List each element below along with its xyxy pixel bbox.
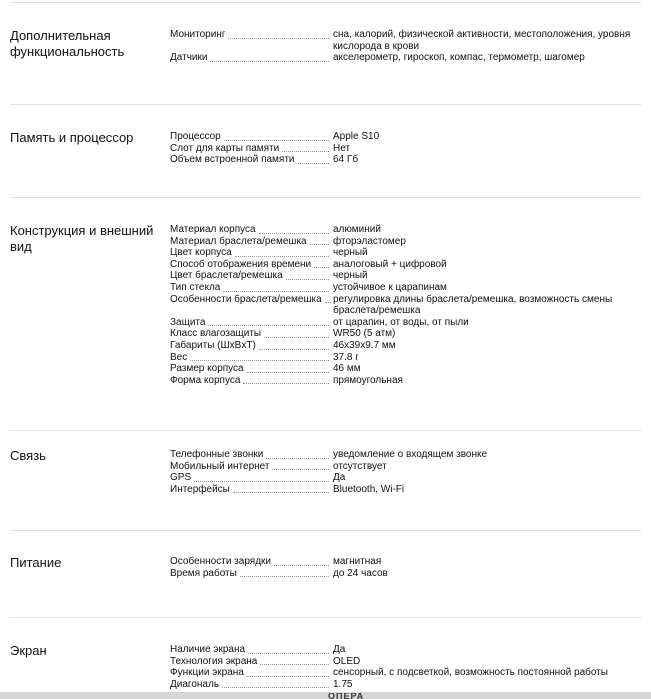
property-value: OLED xyxy=(333,655,361,667)
property-row xyxy=(170,317,642,329)
property-row xyxy=(170,328,642,340)
dot-leader xyxy=(259,233,329,234)
property-name: Интерфейсы xyxy=(170,483,230,495)
property-value: 46x39x9.7 мм xyxy=(333,339,396,351)
property-name: Телефонные звонки xyxy=(170,449,264,460)
property-value: отсутствует xyxy=(333,460,387,472)
property-row xyxy=(170,340,642,352)
dot-leader xyxy=(190,360,329,361)
dot-leader xyxy=(260,664,329,665)
property-value: аналоговый + цифровой xyxy=(333,258,447,270)
property-name: Объем встроенной памяти xyxy=(170,154,295,166)
property-name: Материал браслета/ремешка xyxy=(170,235,307,247)
property-value: прямоугольная xyxy=(333,374,403,386)
property-value: черный xyxy=(333,270,368,282)
property-name: Мобильный интернет xyxy=(170,460,270,472)
property-value: Apple S10 xyxy=(333,131,380,142)
property-name: Особенности браслета/ремешка xyxy=(170,293,322,305)
dot-leader xyxy=(240,576,329,577)
dot-leader xyxy=(298,163,329,164)
property-name: Форма корпуса xyxy=(170,374,241,386)
property-name: Особенности зарядки xyxy=(170,556,271,567)
property-list xyxy=(170,131,642,166)
dot-leader xyxy=(286,279,329,280)
dot-leader xyxy=(228,38,329,39)
property-value: сенсорный, с подсветкой, возможность постоянной работы xyxy=(333,667,608,679)
property-row xyxy=(170,449,642,461)
property-row xyxy=(170,556,642,568)
property-name: Слот для карты памяти xyxy=(170,142,280,154)
section-construction xyxy=(0,197,651,431)
property-list xyxy=(170,224,642,386)
dot-leader xyxy=(259,349,329,350)
property-row xyxy=(170,375,642,387)
section-title: Конструкция и внешний вид xyxy=(10,223,154,254)
property-row xyxy=(170,224,642,236)
property-name: Размер корпуса xyxy=(170,363,244,375)
property-value: регулировка длины браслета/ремешка, возможность смены браслета/ремешка xyxy=(333,293,613,317)
property-value: фторэластомер xyxy=(333,235,406,247)
property-name: Вес xyxy=(170,351,188,363)
property-row xyxy=(170,143,642,155)
section-title: Память и процессор xyxy=(10,130,134,145)
dot-leader xyxy=(248,653,329,654)
property-name: Цвет корпуса xyxy=(170,247,232,259)
property-row xyxy=(170,568,642,580)
property-row xyxy=(170,259,642,271)
dot-leader xyxy=(264,337,329,338)
property-name: Время работы xyxy=(170,567,237,579)
dot-leader xyxy=(222,687,329,688)
dot-leader xyxy=(223,291,329,292)
property-name: Диагональ xyxy=(170,678,220,690)
property-value: черный xyxy=(333,247,368,259)
property-row xyxy=(170,679,642,691)
property-name: Тип стекла xyxy=(170,281,221,293)
property-row xyxy=(170,461,642,473)
section-power xyxy=(0,529,651,618)
property-row xyxy=(170,247,642,259)
property-row xyxy=(170,352,642,364)
property-value: акселерометр, гироскоп, компас, термометр, шагомер xyxy=(333,52,585,64)
property-name: Материал корпуса xyxy=(170,224,256,235)
property-row xyxy=(170,294,642,317)
property-name: Функции экрана xyxy=(170,667,244,679)
dot-leader xyxy=(282,151,329,152)
dot-leader xyxy=(208,325,329,326)
property-row xyxy=(170,656,642,668)
property-value: Нет xyxy=(333,142,351,154)
property-row xyxy=(170,236,642,248)
property-value: Да xyxy=(333,472,346,484)
bottom-cut-label: ОПЕРА xyxy=(328,693,365,699)
dot-leader xyxy=(210,61,329,62)
section-connectivity xyxy=(0,422,651,531)
property-list xyxy=(170,556,642,579)
section-title: Экран xyxy=(10,643,47,658)
section-screen xyxy=(0,617,651,692)
dot-leader xyxy=(274,565,329,566)
section-additional-functionality xyxy=(0,2,651,105)
property-row xyxy=(170,363,642,375)
section-memory-processor xyxy=(0,104,651,198)
property-name: Технология экрана xyxy=(170,655,258,667)
property-name: GPS xyxy=(170,472,192,484)
dot-leader xyxy=(233,492,329,493)
dot-leader xyxy=(325,302,331,303)
property-name: Цвет браслета/ремешка xyxy=(170,270,283,282)
dot-leader xyxy=(266,458,329,459)
section-title: Связь xyxy=(10,448,46,463)
dot-leader xyxy=(224,140,329,141)
property-name: Датчики xyxy=(170,52,208,64)
property-row xyxy=(170,29,642,52)
property-value: устойчивое к царапинам xyxy=(333,281,447,293)
property-value: от царапин, от воды, от пыли xyxy=(333,316,469,328)
property-value: 37.8 г xyxy=(333,351,359,363)
property-name: Класс влагозащиты xyxy=(170,328,262,340)
dot-leader xyxy=(243,383,329,384)
property-value: уведомление о входящем звонке xyxy=(333,449,488,460)
section-title: Питание xyxy=(10,555,62,570)
dot-leader xyxy=(194,481,329,482)
property-value: сна, калорий, физической активности, местоположения, уровня кислорода в крови xyxy=(333,29,631,52)
dot-leader xyxy=(272,469,329,470)
property-row xyxy=(170,644,642,656)
property-list xyxy=(170,29,642,64)
property-row xyxy=(170,154,642,166)
property-value: 46 мм xyxy=(333,363,361,375)
property-value: Да xyxy=(333,644,346,655)
dot-leader xyxy=(247,372,329,373)
property-value: магнитная xyxy=(333,556,382,567)
dot-leader xyxy=(247,676,329,677)
property-name: Процессор xyxy=(170,131,221,142)
property-name: Мониторинг xyxy=(170,29,226,40)
property-list xyxy=(170,644,642,690)
property-value: WR50 (5 атм) xyxy=(333,328,396,340)
property-row xyxy=(170,472,642,484)
dot-leader xyxy=(235,256,329,257)
property-list xyxy=(170,449,642,495)
section-title: Дополнительная функциональность xyxy=(10,28,125,59)
property-name: Защита xyxy=(170,316,206,328)
property-row xyxy=(170,282,642,294)
property-row xyxy=(170,131,642,143)
property-name: Способ отображения времени xyxy=(170,258,312,270)
property-row xyxy=(170,270,642,282)
property-row xyxy=(170,52,642,64)
property-value: 1.75 xyxy=(333,678,353,690)
dot-leader xyxy=(310,244,329,245)
property-value: Bluetooth, Wi-Fi xyxy=(333,483,405,495)
property-value: алюминий xyxy=(333,224,381,235)
property-name: Габариты (ШxВxТ) xyxy=(170,339,256,351)
bottom-scroll-bar xyxy=(0,692,651,699)
property-row xyxy=(170,667,642,679)
property-row xyxy=(170,484,642,496)
dot-leader xyxy=(314,267,329,268)
property-value: до 24 часов xyxy=(333,567,388,579)
property-name: Наличие экрана xyxy=(170,644,246,655)
property-value: 64 Гб xyxy=(333,154,359,166)
